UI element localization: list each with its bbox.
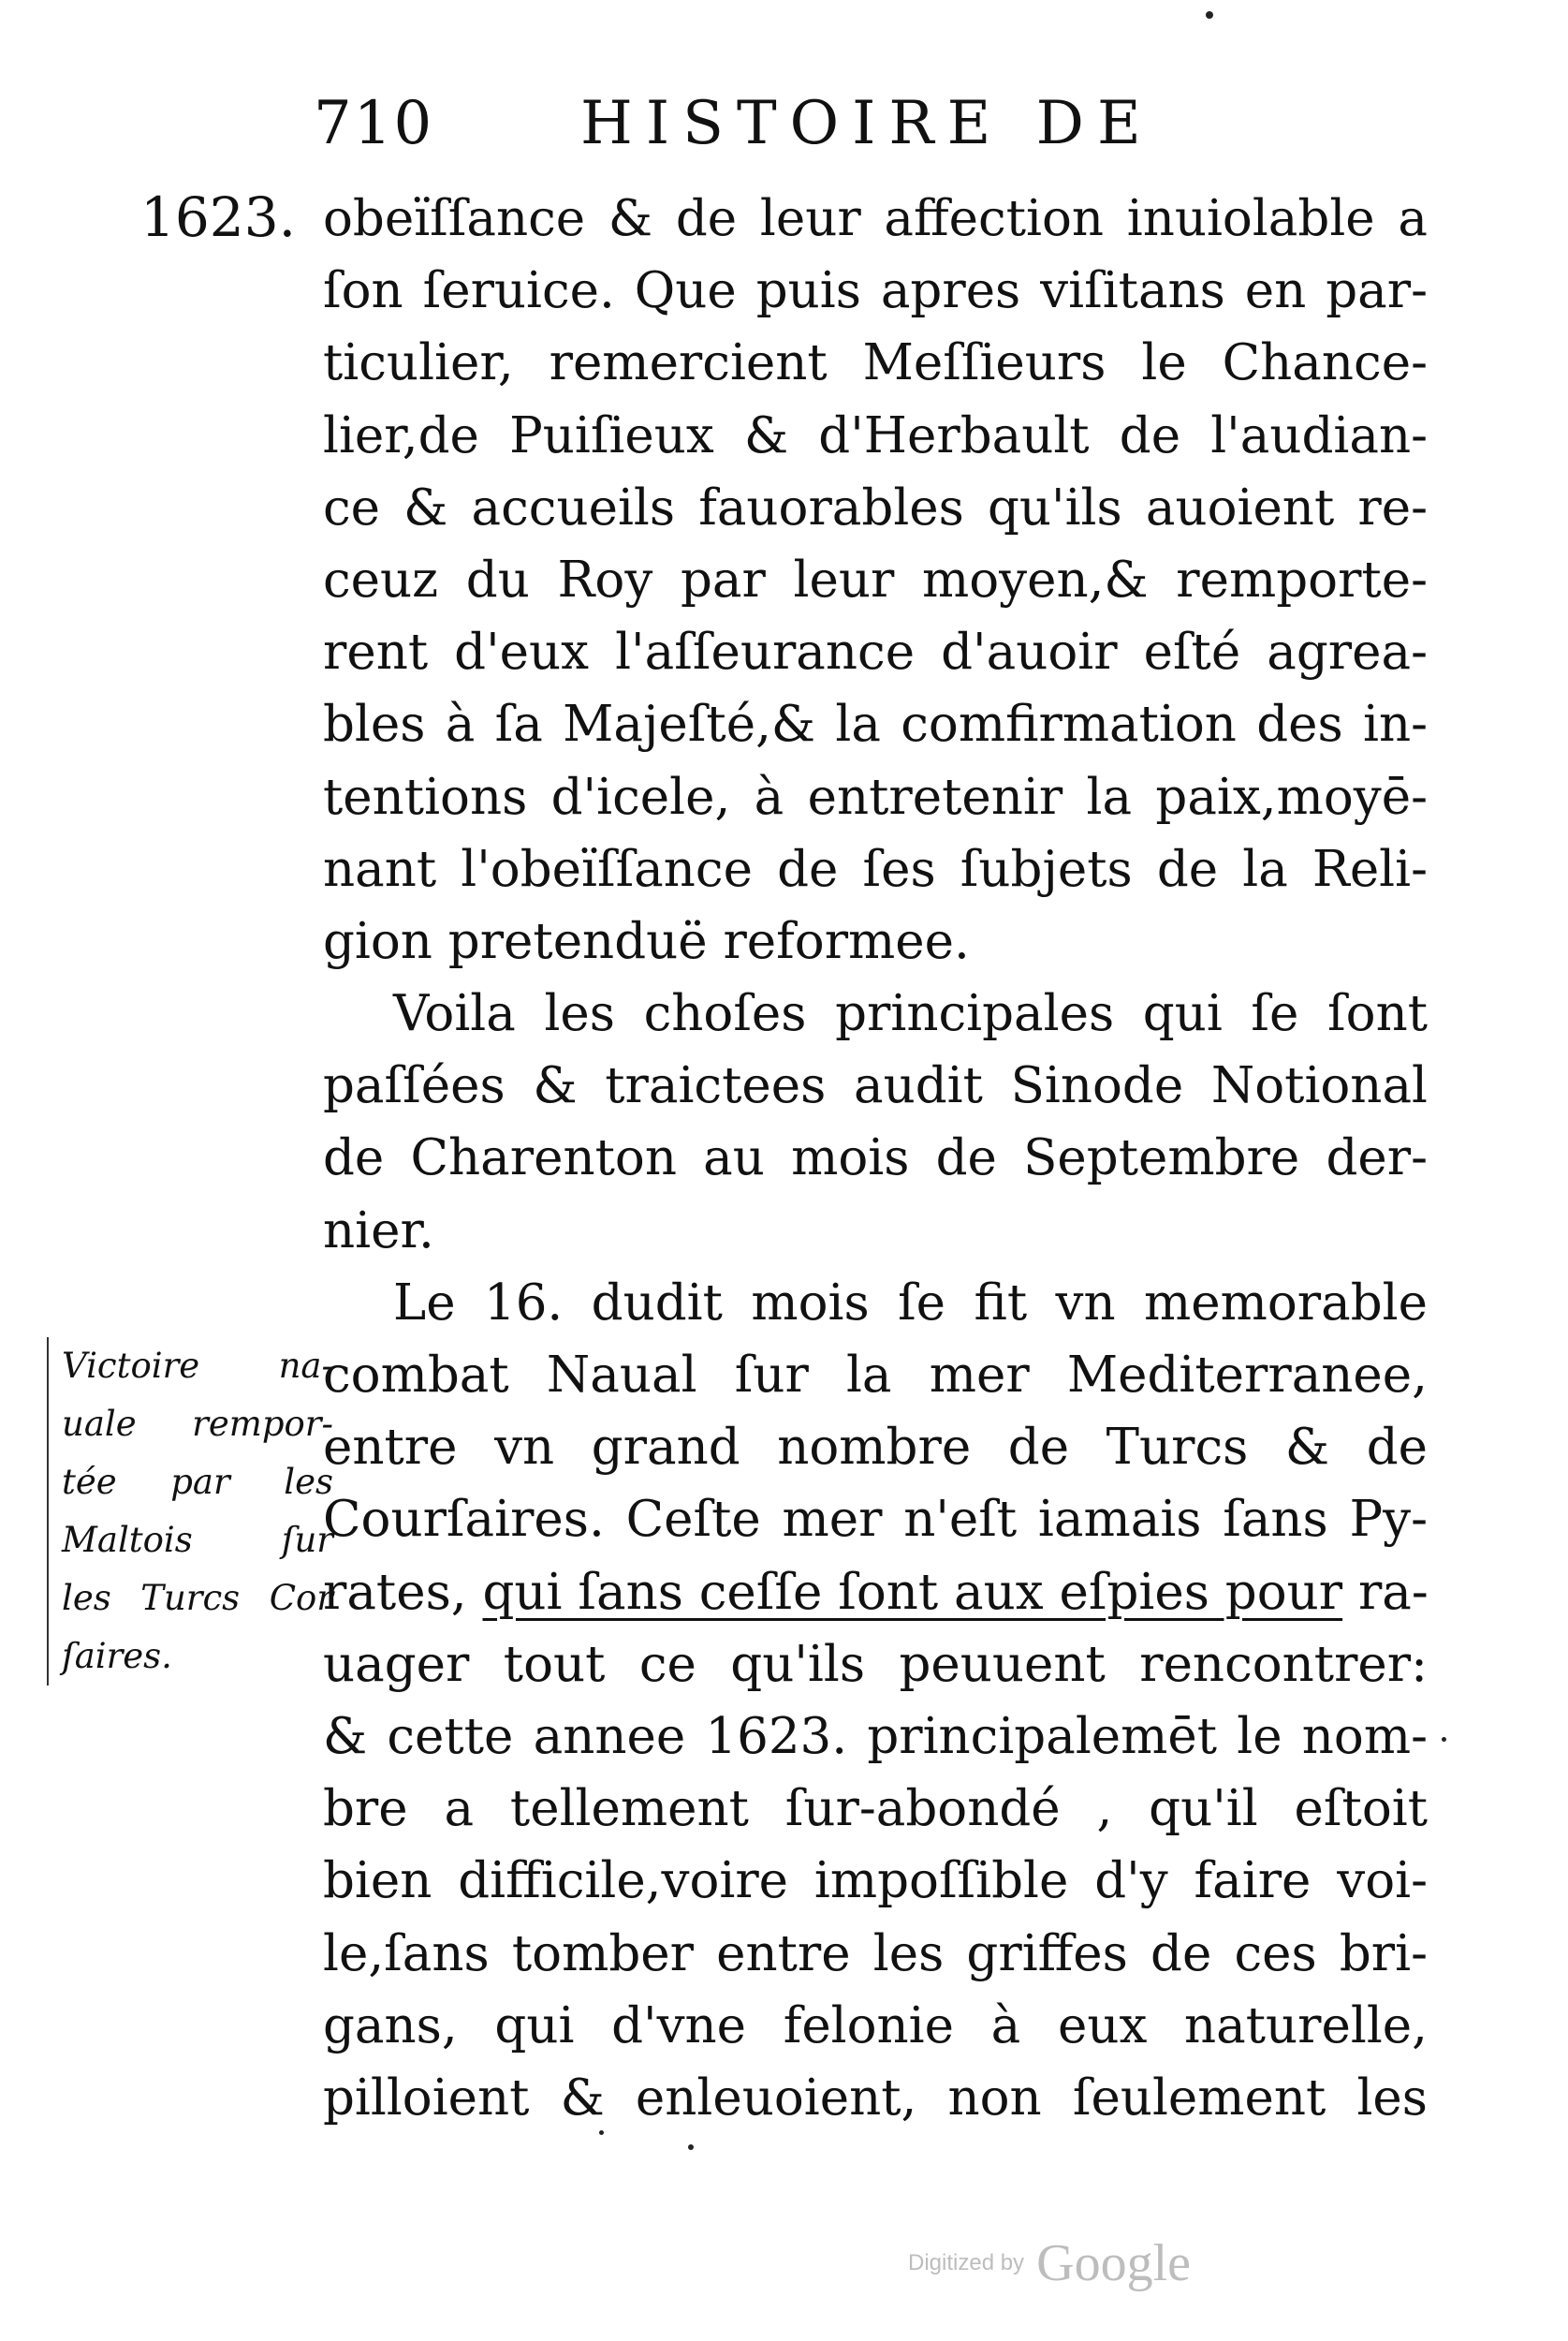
margin-note-line: Maltois ſur — [62, 1520, 333, 1560]
running-title: HISTOIRE DE — [580, 89, 1154, 158]
ink-speck — [688, 2144, 694, 2150]
margin-note-line: tée par les — [62, 1462, 333, 1502]
text-line: Courſaires. Ceſte mer n'eſt iamais ſans Py- — [323, 1491, 1428, 1549]
text-line: ce & accueils fauorables qu'ils auoient re- — [323, 479, 1428, 537]
text-fragment: ra- — [1342, 1563, 1429, 1621]
margin-note-line: Victoire na- — [62, 1346, 333, 1386]
text-line: & cette annee 1623. principalemēt le nom- — [323, 1707, 1428, 1765]
text-line: pilloient & enleuoient, non ſeulement les — [323, 2069, 1428, 2127]
ink-speck — [1206, 11, 1213, 19]
margin-note-line: ſaires. — [62, 1636, 172, 1676]
year-marginal: 1623. — [140, 185, 297, 249]
digitized-watermark — [908, 2233, 1191, 2299]
text-line: combat Naual ſur la mer Mediterranee, — [323, 1347, 1428, 1404]
text-line: uager tout ce qu'ils peuuent rencontrer: — [323, 1635, 1428, 1693]
running-head — [304, 89, 1240, 173]
text-line: ceuz du Roy par leur moyen,& remporte- — [323, 551, 1428, 609]
text-line: entre vn grand nombre de Turcs & de — [323, 1419, 1428, 1477]
text-line-underlined — [323, 1556, 1428, 1628]
ink-speck — [1442, 1737, 1446, 1742]
text-line: nant l'obeïſſance de ſes ſubjets de la Reli- — [323, 840, 1428, 898]
text-line: gion pretenduë reformee. — [323, 912, 970, 970]
text-line: de Charenton au mois de Septembre der- — [323, 1129, 1428, 1187]
margin-note-line: les Turcs Cor — [62, 1578, 333, 1618]
text-line: ticulier, remercient Meſſieurs le Chance- — [323, 334, 1428, 392]
text-line: bien difficile,voire impoſſible d'y faire voi- — [323, 1852, 1428, 1910]
page-number: 710 — [314, 89, 434, 158]
text-line: ſon ſeruice. Que puis apres viſitans en par- — [323, 262, 1428, 320]
body-text — [323, 183, 1428, 2134]
text-line: gans, qui d'vne felonie à eux naturelle, — [323, 1996, 1428, 2054]
text-line: nier. — [323, 1201, 434, 1259]
text-line: obeïſſance & de leur affection inuiolable a — [323, 190, 1428, 247]
text-line: lier,de Puiſieux & d'Herbault de l'audian- — [323, 406, 1428, 464]
underlined-phrase: qui ſans ceſſe ſont aux eſpies pour — [482, 1563, 1343, 1621]
text-line: bre a tellement ſur-abondé , qu'il eſtoit — [323, 1780, 1428, 1838]
text-line: rent d'eux l'aſſeurance d'auoir eſté agrea- — [323, 624, 1428, 682]
text-fragment: rates, — [323, 1563, 483, 1621]
text-line: le,ſans tomber entre les griffes de ces bri- — [323, 1924, 1428, 1982]
margin-note-line: uale rempor- — [62, 1404, 333, 1444]
margin-note — [47, 1337, 333, 1686]
ink-speck — [599, 2130, 604, 2135]
digitized-by-label: Digitized by — [908, 2250, 1025, 2275]
text-line: Le 16. dudit mois ſe fit vn memorable — [393, 1274, 1428, 1332]
text-line: Voila les choſes principales qui ſe ſont — [393, 985, 1428, 1043]
text-line: bles à ſa Majeſté,& la comfirmation des in- — [323, 696, 1428, 754]
text-line: paſſées & traictees audit Sinode Notional — [323, 1057, 1428, 1115]
google-logo: Google — [1036, 2234, 1192, 2292]
text-line: tentions d'icele, à entretenir la paix,moyē- — [323, 768, 1428, 826]
